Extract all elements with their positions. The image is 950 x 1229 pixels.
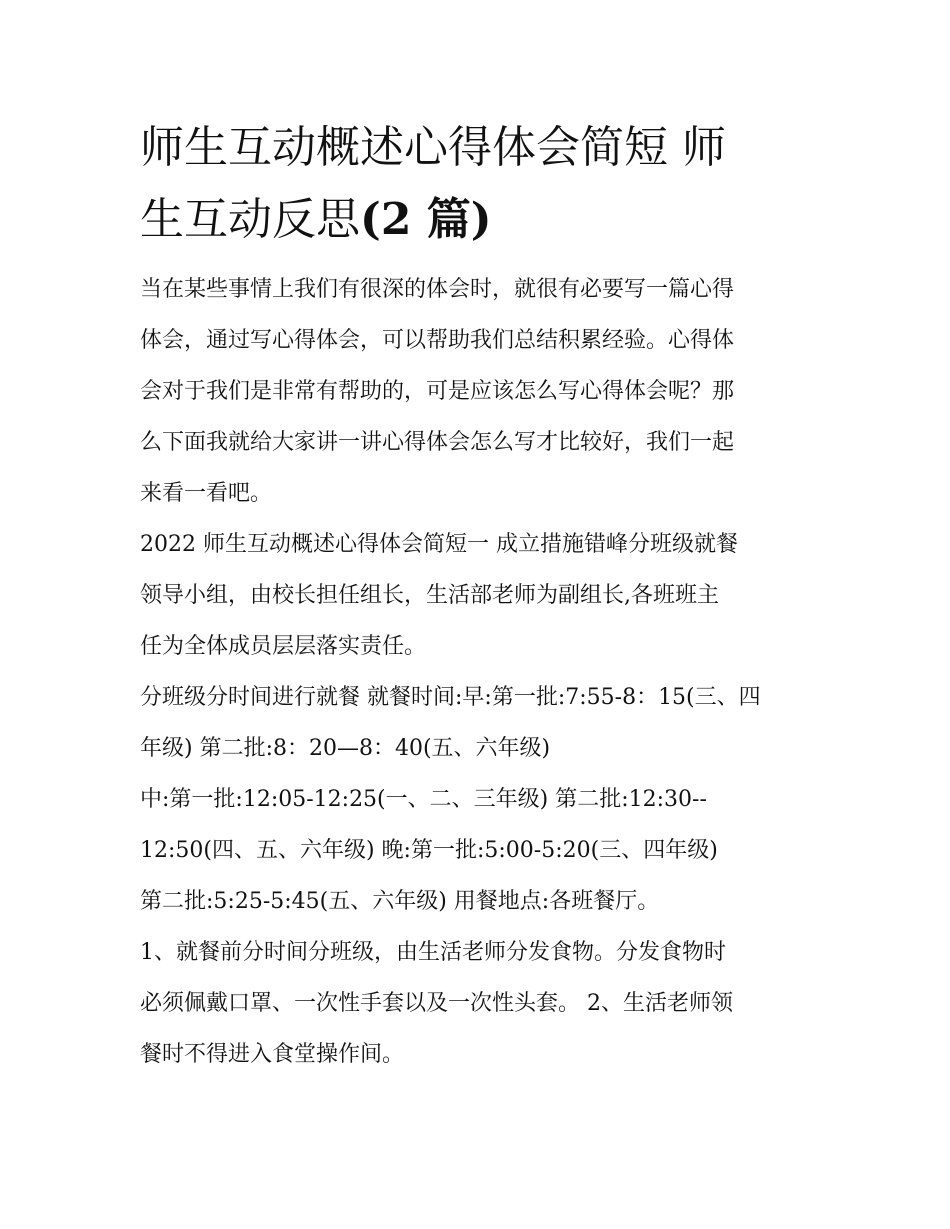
- text-line: 1、就餐前分时间分班级，由生活老师分发食物。分发食物时: [140, 940, 726, 965]
- text-line: 会对于我们是非常有帮助的，可是应该怎么写心得体会呢？那: [140, 379, 735, 404]
- text-line: 么下面我就给大家讲一讲心得体会怎么写才比较好，我们一起: [140, 430, 735, 455]
- title-line: 师生互动概述心得体会简短 师: [140, 122, 726, 173]
- text-line: 体会，通过写心得体会，可以帮助我们总结积累经验。心得体: [140, 328, 735, 353]
- paragraph-lunch-dinner-schedule: [140, 774, 815, 876]
- text-line: 中:第一批:12:05-12:25(一、二、三年级) 第二批:12:30--: [140, 787, 707, 812]
- text-line: 分班级分时间进行就餐 就餐时间:早:第一批:7:55-8：15(三、四: [140, 685, 761, 710]
- text-line: 必须佩戴口罩、一次性手套以及一次性头套。 2、生活老师领: [140, 991, 733, 1016]
- paragraph-dining-location: [140, 876, 815, 927]
- paragraph-rules: [140, 927, 815, 1080]
- text-line: 12:50(四、五、六年级) 晚:第一批:5:00-5:20(三、四年级): [140, 838, 718, 863]
- paragraph-intro: [140, 264, 815, 519]
- text-line: 任为全体成员层层落实责任。: [140, 634, 427, 659]
- text-line: 当在某些事情上我们有很深的体会时，就很有必要写一篇心得: [140, 277, 735, 302]
- document-title: [140, 112, 815, 256]
- text-line: 来看一看吧。: [140, 481, 273, 506]
- text-line: 2022 师生互动概述心得体会简短一 成立措施错峰分班级就餐: [140, 532, 738, 557]
- title-suffix: (2 篇): [360, 194, 492, 245]
- document-body: [140, 112, 815, 1080]
- text-line: 年级) 第二批:8：20—8：40(五、六年级): [140, 736, 551, 761]
- text-line: 第二批:5:25-5:45(五、六年级) 用餐地点:各班餐厅。: [140, 889, 660, 914]
- text-line: 领导小组，由校长担任组长，生活部老师为副组长,各班班主: [140, 583, 719, 608]
- paragraph-breakfast-schedule: [140, 672, 815, 774]
- title-line-text: 生互动反思: [140, 194, 360, 245]
- text-line: 餐时不得进入食堂操作间。: [140, 1042, 405, 1067]
- paragraph-leadership: [140, 519, 815, 672]
- title-line: [140, 184, 815, 256]
